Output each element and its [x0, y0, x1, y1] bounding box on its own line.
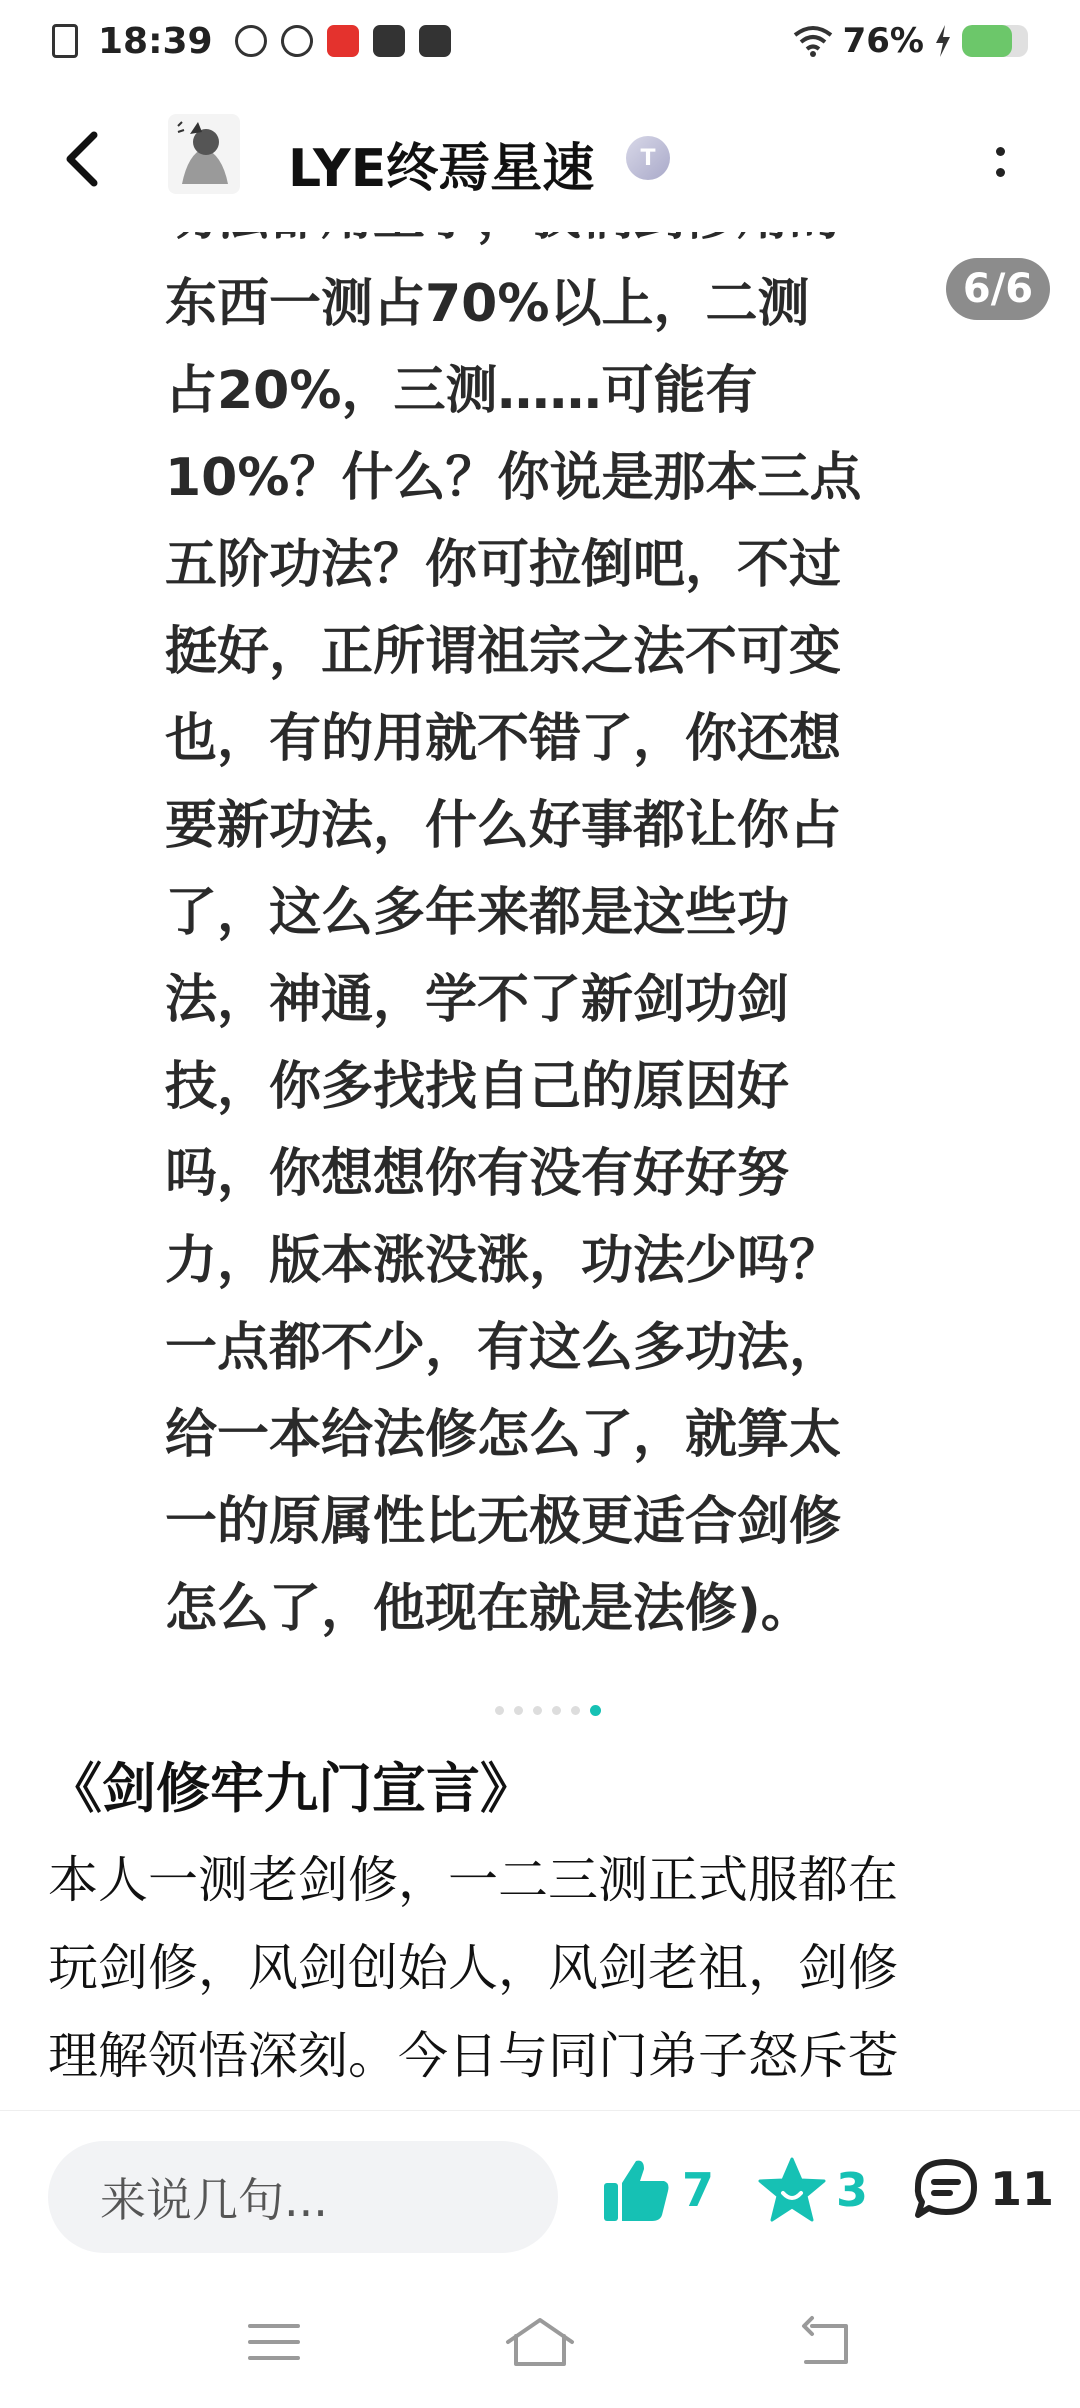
image-text-block — [165, 200, 945, 1653]
menu-icon[interactable] — [244, 2312, 304, 2372]
post-body-line: 理解领悟深刻。今日与同门弟子怒斥苍 — [48, 2027, 898, 2085]
carousel-dot — [552, 1706, 561, 1715]
favorite-count: 3 — [836, 2163, 869, 2217]
author-avatar[interactable] — [168, 114, 240, 194]
comment-count: 11 — [990, 2162, 1055, 2216]
comment-input[interactable]: 来说几句... — [48, 2141, 558, 2253]
image-text-line: 也，有的用就不错了，你还想 — [165, 709, 842, 769]
post-header — [0, 82, 1080, 232]
more-dot-icon — [996, 147, 1005, 156]
back-button[interactable] — [52, 124, 112, 194]
image-text-line: 法，神通，学不了新剑功剑 — [165, 970, 790, 1030]
thumbs-up-icon — [602, 2157, 672, 2223]
image-text-line: 10%？什么？你说是那本三点 — [165, 448, 862, 508]
like-count: 7 — [682, 2163, 715, 2217]
carousel-dot — [514, 1706, 523, 1715]
status-time: 18:39 — [98, 20, 213, 62]
carousel-dot-active — [590, 1705, 601, 1716]
comment-bubble-icon — [912, 2157, 980, 2221]
system-nav-bar — [0, 2272, 1080, 2408]
favorite-button[interactable] — [758, 2157, 868, 2223]
carousel-indicator — [0, 1700, 1080, 1720]
post-body — [48, 1836, 1048, 2100]
battery-percent: 76% — [842, 21, 924, 61]
app-icon — [275, 19, 319, 63]
image-text-line: 了，这么多年来都是这些功 — [165, 883, 790, 943]
image-text-line: 一的原属性比无极更适合剑修 — [165, 1492, 842, 1552]
like-button[interactable] — [602, 2157, 714, 2223]
message-icon — [235, 25, 267, 57]
image-text-line: 给一本给法修怎么了，就算太 — [165, 1405, 842, 1465]
image-page-counter: 6/6 — [946, 258, 1050, 320]
wifi-icon — [793, 25, 833, 57]
image-text-line: 占20%，三测……可能有 — [165, 361, 758, 421]
more-options-button[interactable] — [980, 132, 1020, 192]
mail-icon — [373, 25, 405, 57]
carousel-dot — [533, 1706, 542, 1715]
author-level-badge: T — [626, 136, 670, 180]
post-body-line: 玩剑修，风剑创始人，风剑老祖，剑修 — [48, 1939, 898, 1997]
post-image[interactable] — [0, 200, 1080, 1660]
image-text-line: 力，版本涨没涨，功法少吗？ — [165, 1231, 842, 1291]
more-dot-icon — [996, 168, 1005, 177]
mail2-icon — [419, 25, 451, 57]
battery-icon — [962, 25, 1028, 57]
carousel-dot — [571, 1706, 580, 1715]
carousel-dot — [495, 1706, 504, 1715]
image-text-line: 技，你多找找自己的原因好 — [165, 1057, 790, 1117]
sim-icon — [52, 24, 78, 58]
battery-level — [962, 25, 1012, 57]
comments-button[interactable] — [912, 2157, 1054, 2221]
status-bar — [0, 0, 1080, 82]
image-text-line: 吗，你想想你有没有好好努 — [165, 1144, 790, 1204]
app-red-icon — [327, 25, 359, 57]
image-text-line: 五阶功法？你可拉倒吧，不过 — [165, 535, 842, 595]
image-text-line: 挺好，正所谓祖宗之法不可变 — [165, 622, 842, 682]
back-nav-icon[interactable] — [796, 2312, 856, 2372]
image-text-line: 东西一测占70%以上，二测 — [165, 274, 810, 334]
post-title: 《剑修牢九门宣言》 — [48, 1757, 534, 1820]
image-text-line: 怎么了，他现在就是法修)。 — [165, 1579, 813, 1639]
action-bar — [0, 2110, 1080, 2260]
avatar-image — [168, 114, 240, 194]
image-text-line: 要新功法，什么好事都让你占 — [165, 796, 842, 856]
author-name[interactable]: LYE终焉星速 — [288, 139, 595, 199]
home-icon[interactable] — [504, 2312, 576, 2372]
image-text-line: 一点都不少，有这么多功法， — [165, 1318, 842, 1378]
star-icon — [758, 2157, 826, 2223]
chevron-left-icon — [62, 129, 102, 189]
charging-icon — [934, 25, 952, 57]
post-body-line: 本人一测老剑修，一二三测正式服都在 — [48, 1851, 898, 1909]
